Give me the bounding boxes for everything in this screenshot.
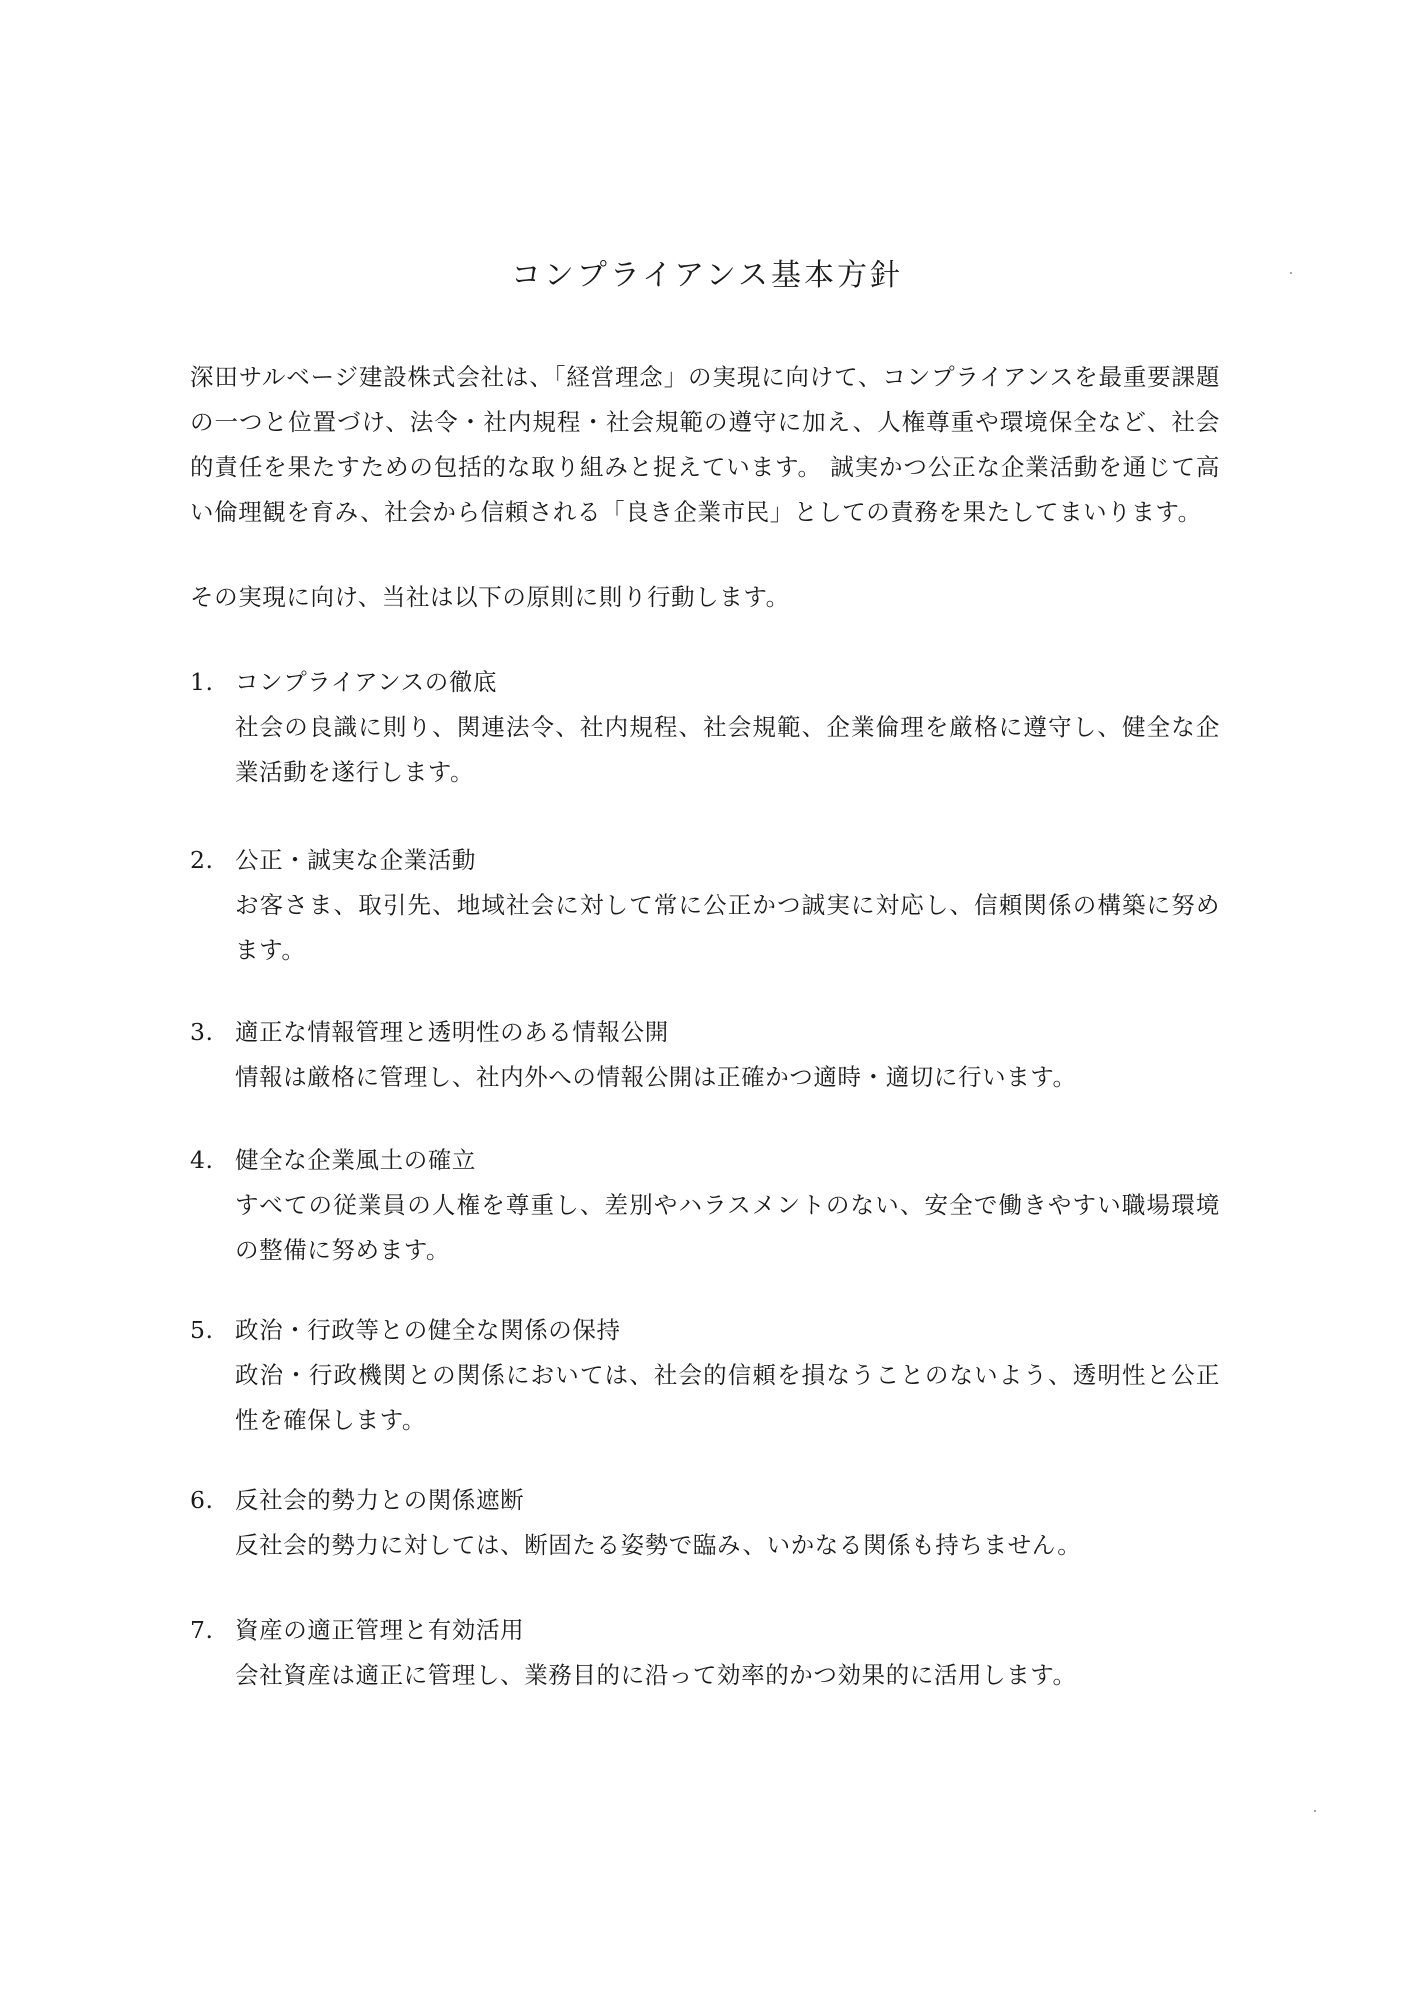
intro-closing: その実現に向け、当社は以下の原則に則り行動します。: [190, 583, 790, 611]
principle-body: 社会の良識に則り、関連法令、社内規程、社会規範、企業倫理を厳格に遵守し、健全な企業活動を遂行します。: [235, 713, 1220, 786]
principle-heading: [190, 1308, 1220, 1353]
principle-heading: [190, 1138, 1220, 1183]
principle-item: [190, 1138, 1220, 1273]
principle-item: [190, 1608, 1220, 1698]
principle-title: 反社会的勢力との関係遮断: [235, 1486, 525, 1514]
principle-item: [190, 1010, 1220, 1100]
principle-title: 健全な企業風土の確立: [235, 1146, 476, 1174]
scan-speck: [1290, 272, 1292, 274]
principle-title: 資産の適正管理と有効活用: [235, 1616, 525, 1644]
principle-number: 1.: [190, 668, 214, 696]
principle-body: 反社会的勢力に対しては、断固たる姿勢で臨み、いかなる関係も持ちません。: [235, 1531, 1082, 1559]
principle-body: 会社資産は適正に管理し、業務目的に沿って効率的かつ効果的に活用します。: [235, 1661, 1077, 1689]
principle-number: 7.: [190, 1616, 214, 1644]
document-title: コンプライアンス基本方針: [510, 258, 904, 293]
principle-title: 公正・誠実な企業活動: [235, 846, 476, 874]
principle-body: 政治・行政機関との関係においては、社会的信頼を損なうことのないよう、透明性と公正性を確保します。: [235, 1361, 1220, 1434]
principle-title: コンプライアンスの徹底: [235, 668, 498, 696]
principle-body: 情報は厳格に管理し、社内外への情報公開は正確かつ適時・適切に行います。: [235, 1063, 1077, 1091]
principle-body: すべての従業員の人権を尊重し、差別やハラスメントのない、安全で働きやすい職場環境の整備に努めます。: [235, 1191, 1220, 1264]
principle-item: [190, 1478, 1220, 1568]
principle-title: 政治・行政等との健全な関係の保持: [235, 1316, 621, 1344]
principle-heading: [190, 1608, 1220, 1653]
principle-number: 4.: [190, 1146, 214, 1174]
principle-heading: [190, 660, 1220, 705]
principle-item: [190, 1308, 1220, 1443]
principle-body: お客さま、取引先、地域社会に対して常に公正かつ誠実に対応し、信頼関係の構築に努めます。: [235, 891, 1220, 964]
principle-heading: [190, 1010, 1220, 1055]
principle-heading: [190, 838, 1220, 883]
intro-paragraph: 深田サルベージ建設株式会社は、「経営理念」の実現に向けて、コンプライアンスを最重要課題の一つと位置づけ、法令・社内規程・社会規範の遵守に加え、人権尊重や環境保全など、社会的責任を果たすための包括的な取り組みと捉えています。 誠実かつ公正な企業活動を通じて高い倫理観を育み、社会から信頼される「良き企業市民」としての責務を果たしてまいります。: [190, 363, 1220, 526]
principle-number: 3.: [190, 1018, 214, 1046]
scan-speck: [1314, 1810, 1316, 1812]
principle-heading: [190, 1478, 1220, 1523]
principle-number: 6.: [190, 1486, 214, 1514]
principle-number: 5.: [190, 1316, 214, 1344]
principle-title: 適正な情報管理と透明性のある情報公開: [235, 1018, 669, 1046]
principle-number: 2.: [190, 846, 214, 874]
principle-item: [190, 660, 1220, 795]
principle-item: [190, 838, 1220, 973]
